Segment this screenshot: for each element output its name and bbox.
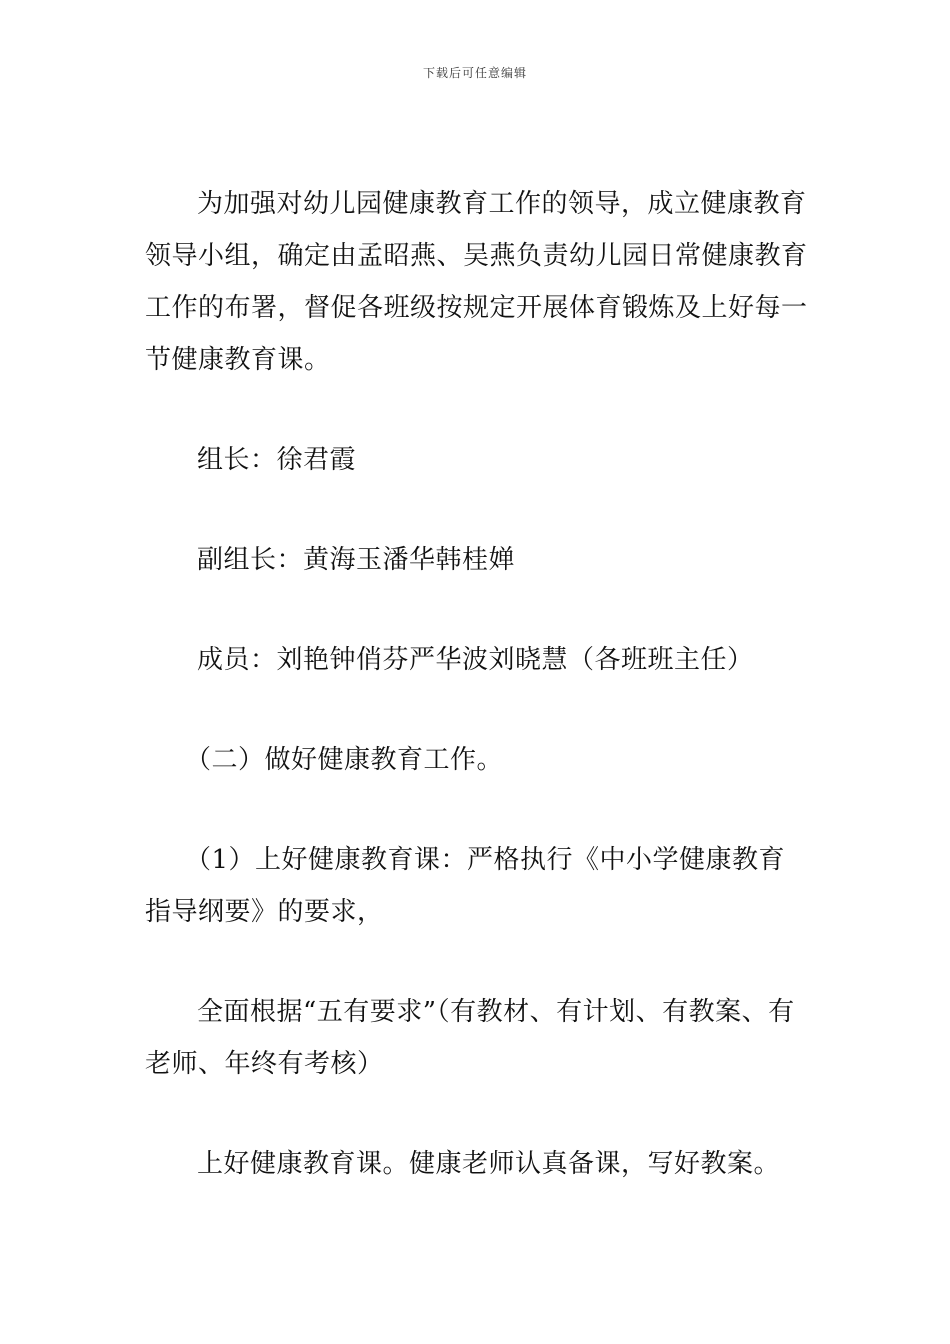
paragraph-section-heading: （二）做好健康教育工作。: [185, 745, 504, 775]
paragraph-leadership-group: 为加强对幼儿园健康教育工作的领导，成立健康教育领导小组，确定由孟昭燕、吴燕负责幼儿园日常健康教育工作的布署，督促各班级按规定开展体育锻炼及上好每一节健康教育课。: [145, 189, 808, 375]
paragraph-five-requirements: 全面根据“五有要求”（有教材、有计划、有教案、有老师、年终有考核）: [145, 997, 795, 1079]
paragraph-health-class: （1）上好健康教育课：严格执行《中小学健康教育指导纲要》的要求，: [145, 845, 786, 927]
paragraph-group-leader: 组长：徐君霞: [197, 445, 357, 475]
page-header-note: 下载后可任意编辑: [422, 66, 527, 80]
paragraph-deputy-leader: 副组长：黄海玉潘华韩桂婵: [197, 545, 516, 575]
document-body: [145, 178, 810, 1190]
paragraph-lesson-prep: 上好健康教育课。健康老师认真备课，写好教案。: [197, 1149, 781, 1179]
paragraph-members: 成员：刘艳钟俏芬严华波刘晓慧（各班班主任）: [197, 645, 754, 675]
